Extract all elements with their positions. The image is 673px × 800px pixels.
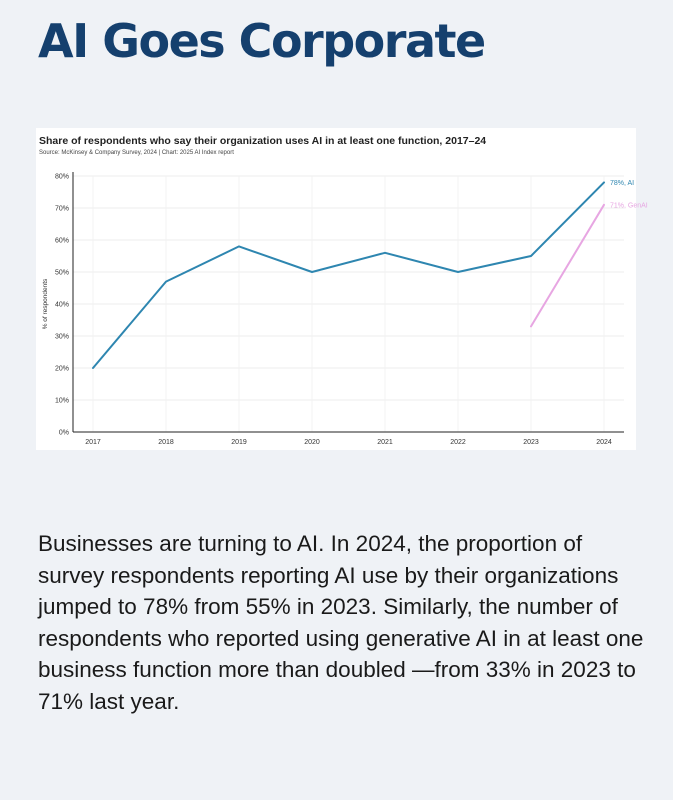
y-tick-label: 70%	[54, 205, 69, 213]
body-text: Businesses are turning to AI. In 2024, the proportion of survey respondents reporting AI use by their organizations jumped to 78% from 55% in 2023. Similarly, the number of respondents who reported using generative AI in at least one business function more than doubled —from 33% in 2023 to 71% last year.	[38, 531, 644, 714]
y-tick-label: 50%	[54, 269, 69, 277]
y-tick-label: 60%	[54, 237, 69, 245]
x-tick-label: 2024	[596, 439, 612, 446]
chart-card	[36, 128, 648, 450]
x-tick-label: 2018	[158, 439, 174, 446]
y-tick-label: 20%	[54, 365, 69, 373]
y-tick-label: 10%	[54, 397, 69, 405]
y-tick-label: 30%	[54, 333, 69, 341]
x-tick-label: 2022	[450, 439, 466, 446]
x-tick-label: 2019	[231, 439, 247, 446]
series-line-ai	[93, 182, 604, 368]
y-tick-label: 0%	[58, 429, 69, 437]
headline: AI Goes Corporate	[38, 14, 485, 68]
chart-title: Share of respondents who say their organization uses AI in at least one function, 2017–24	[39, 135, 487, 147]
y-tick-label: 40%	[54, 301, 69, 309]
x-tick-label: 2021	[377, 439, 393, 446]
x-tick-label: 2023	[523, 439, 539, 446]
x-tick-label: 2020	[304, 439, 320, 446]
series-line-genai	[531, 205, 604, 327]
y-axis-label: % of respondents	[42, 278, 49, 330]
y-tick-label: 80%	[54, 173, 69, 181]
x-tick-label: 2017	[85, 439, 101, 446]
series-end-label-genai: 71%, GenAI	[610, 202, 648, 210]
chart-source: Source: McKinsey & Company Survey, 2024 | Chart: 2025 AI Index report	[39, 150, 234, 156]
line-chart	[36, 128, 648, 450]
series-end-label-ai: 78%, AI	[610, 179, 635, 187]
